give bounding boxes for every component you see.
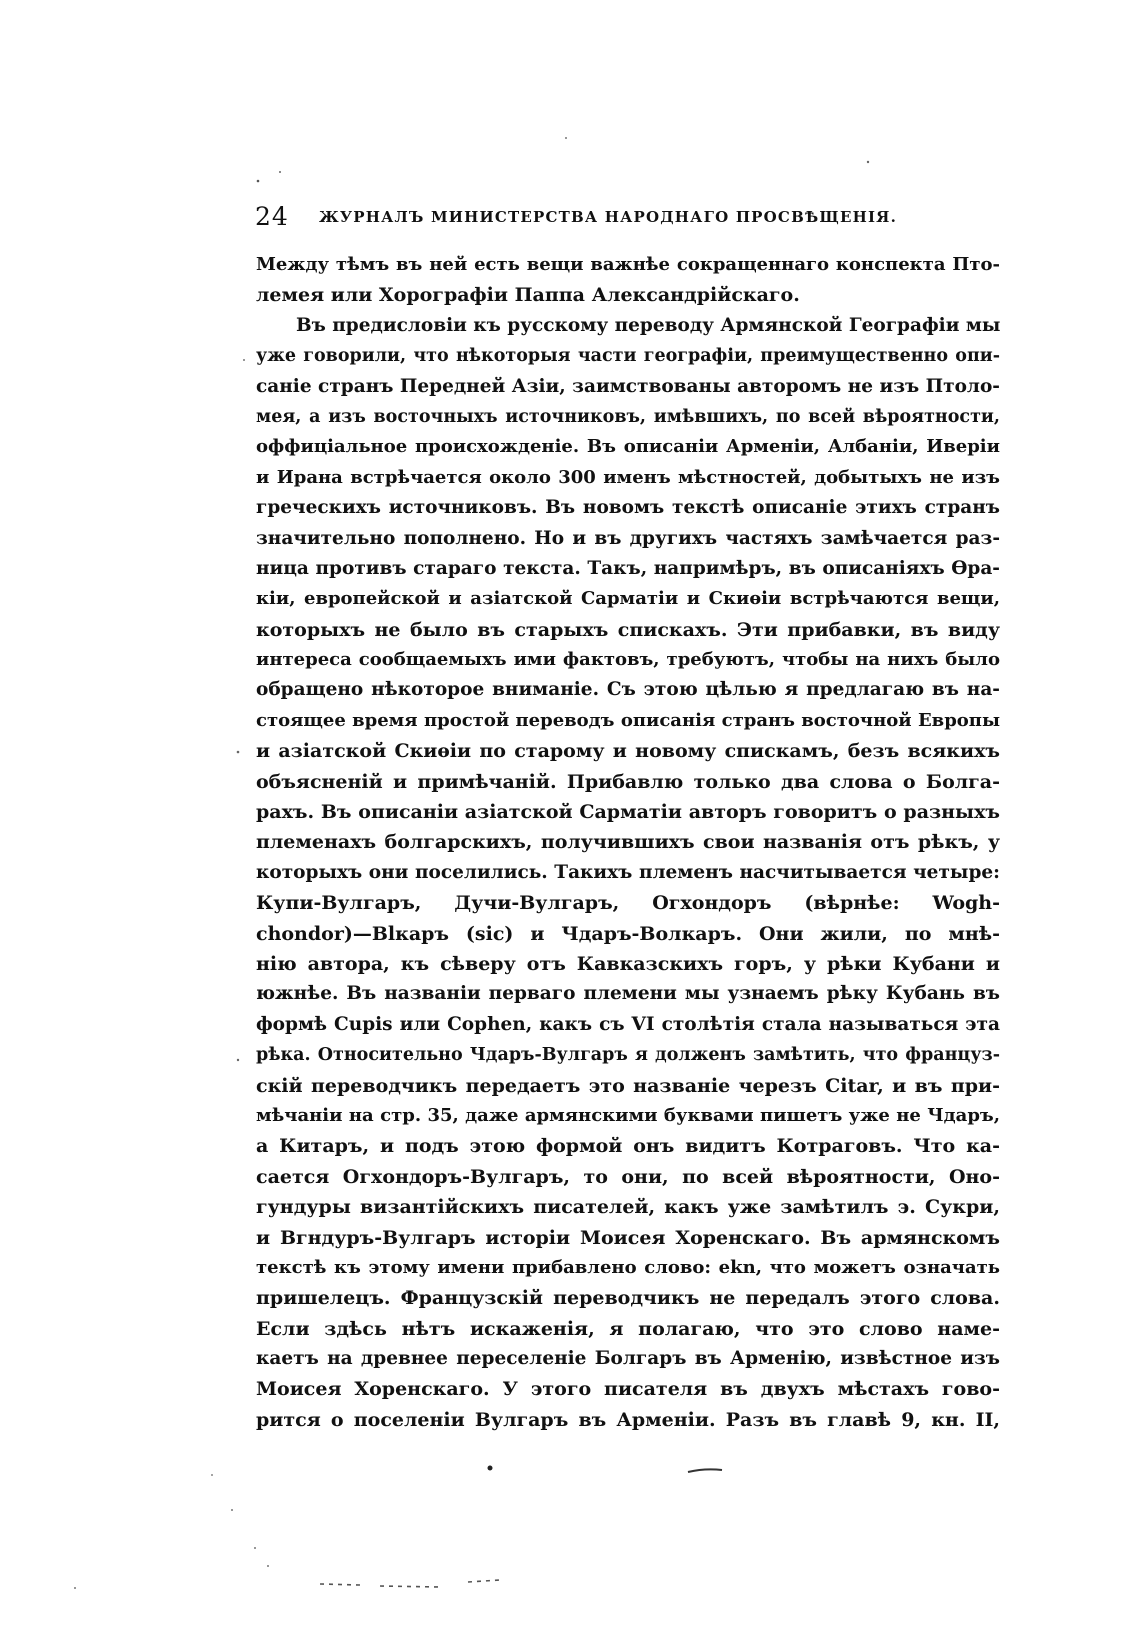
text-line: сается Огхондоръ-Вулгаръ, то они, по всей вѣроятности, Оно- [256,1165,1000,1188]
text-line: и азіатской Скиѳіи по старому и новому спискамъ, безъ всякихъ [256,740,1000,763]
body-text [256,250,1000,1435]
text-line: формѣ Cupis или Cophen, какъ съ VI столѣтія стала называться эта [256,1013,1000,1035]
text-line: мея, а изъ восточныхъ источниковъ, имѣвшихъ, по всей вѣроятности, [256,406,1000,427]
text-line: Купи-Вулгаръ, Дучи-Вулгаръ, Огхондоръ (вѣрнѣе: Wogh- [256,892,1000,915]
text-line: кіи, европейской и азіатской Сарматіи и Скиѳіи встрѣчаются вещи, [256,588,1000,610]
text-line: Въ предисловіи къ русскому переводу Армянской Географіи мы [296,314,1001,336]
text-line: chondor)—Вlкаръ (sic) и Чдаръ-Волкаръ. Они жили, по мнѣ- [256,922,1000,945]
running-title: ЖУРНАЛЪ МИНИСТЕРСТВА НАРОДНАГО ПРОСВѢЩЕНІЯ. [319,208,898,226]
text-line: ница противъ стараго текста. Такъ, напримѣръ, въ описаніяхъ Ѳра- [256,557,1000,579]
text-line: объясненій и примѣчаній. Прибавлю только два слова о Болга- [256,770,1000,793]
text-line: и Вгндуръ-Вулгаръ исторіи Моисея Хоренскаго. Въ армянскомъ [256,1226,1000,1249]
text-line: нію автора, къ сѣверу отъ Кавказскихъ горъ, у рѣки Кубани и [256,952,1000,975]
text-line: текстѣ къ этому имени прибавлено слово: ekn, что можетъ означать [256,1256,1000,1278]
text-line: уже говорили, что нѣкоторыя части географіи, преимущественно опи- [256,346,1000,367]
text-line: каетъ на древнее переселеніе Болгаръ въ Арменію, извѣстное изъ [256,1348,1000,1370]
text-line: и Ирана встрѣчается около 300 именъ мѣстностей, добытыхъ не изъ [256,466,1000,488]
text-line: лемея или Хорографіи Паппа Александрійскаго. [256,284,800,307]
text-line: Между тѣмъ въ ней есть вещи важнѣе сокращеннаго конспекта Пто- [256,254,1000,275]
text-line: гундуры византійскихъ писателей, какъ уже замѣтилъ э. Сукри, [256,1196,1000,1219]
text-line: мѣчаніи на стр. 35, даже армянскими буквами пишетъ уже не Чдаръ, [256,1104,1000,1126]
text-line: племенахъ болгарскихъ, получившихъ свои названія отъ рѣкъ, у [256,831,1000,854]
text-line: южнѣе. Въ названіи перваго племени мы узнаемъ рѣку Кубань въ [256,983,1000,1005]
text-line: рится о поселеніи Вулгаръ въ Арменіи. Разъ въ главѣ 9, кн. II, [256,1408,1000,1431]
text-line: которыхъ они поселились. Такихъ племенъ насчитывается четыре: [256,861,1000,883]
text-line: Если здѣсь нѣтъ искаженія, я полагаю, что это слово наме- [256,1317,1000,1340]
text-line: пришелецъ. Французскій переводчикъ не передалъ этого слова. [256,1287,1000,1310]
text-line: рахъ. Въ описаніи азіатской Сарматіи авторъ говоритъ о разныхъ [256,801,1000,824]
text-line: а Китаръ, и подъ этою формой онъ видитъ Котраговъ. Что ка- [256,1135,1000,1158]
page-header [255,202,898,236]
text-line: обращено нѣкоторое вниманіе. Съ этою цѣлью я предлагаю въ на- [256,679,1000,701]
text-line: саніе странъ Передней Азіи, заимствованы авторомъ не изъ Птоло- [256,375,1000,397]
text-line: стоящее время простой переводъ описанія странъ восточной Европы [256,709,1000,731]
text-line: рѣка. Относительно Чдаръ-Вулгаръ я долженъ замѣтить, что француз- [256,1045,1000,1066]
text-line: греческихъ источниковъ. Въ новомъ текстѣ описаніе этихъ странъ [256,497,1000,519]
text-line: Моисея Хоренскаго. У этого писателя въ двухъ мѣстахъ гово- [256,1378,1000,1401]
text-line: скій переводчикъ передаетъ это названіе черезъ Citar, и въ при- [256,1074,1000,1097]
text-line: интереса сообщаемыхъ ими фактовъ, требуютъ, чтобы на нихъ было [256,649,1000,671]
text-line: значительно пополнено. Но и въ другихъ частяхъ замѣчается раз- [256,527,1000,549]
text-line: оффиціальное происхожденіе. Въ описаніи Арменіи, Албаніи, Иверіи [256,436,1000,458]
page-number: 24 [255,202,289,231]
text-line: которыхъ не было въ старыхъ спискахъ. Эти прибавки, въ виду [256,618,1000,641]
